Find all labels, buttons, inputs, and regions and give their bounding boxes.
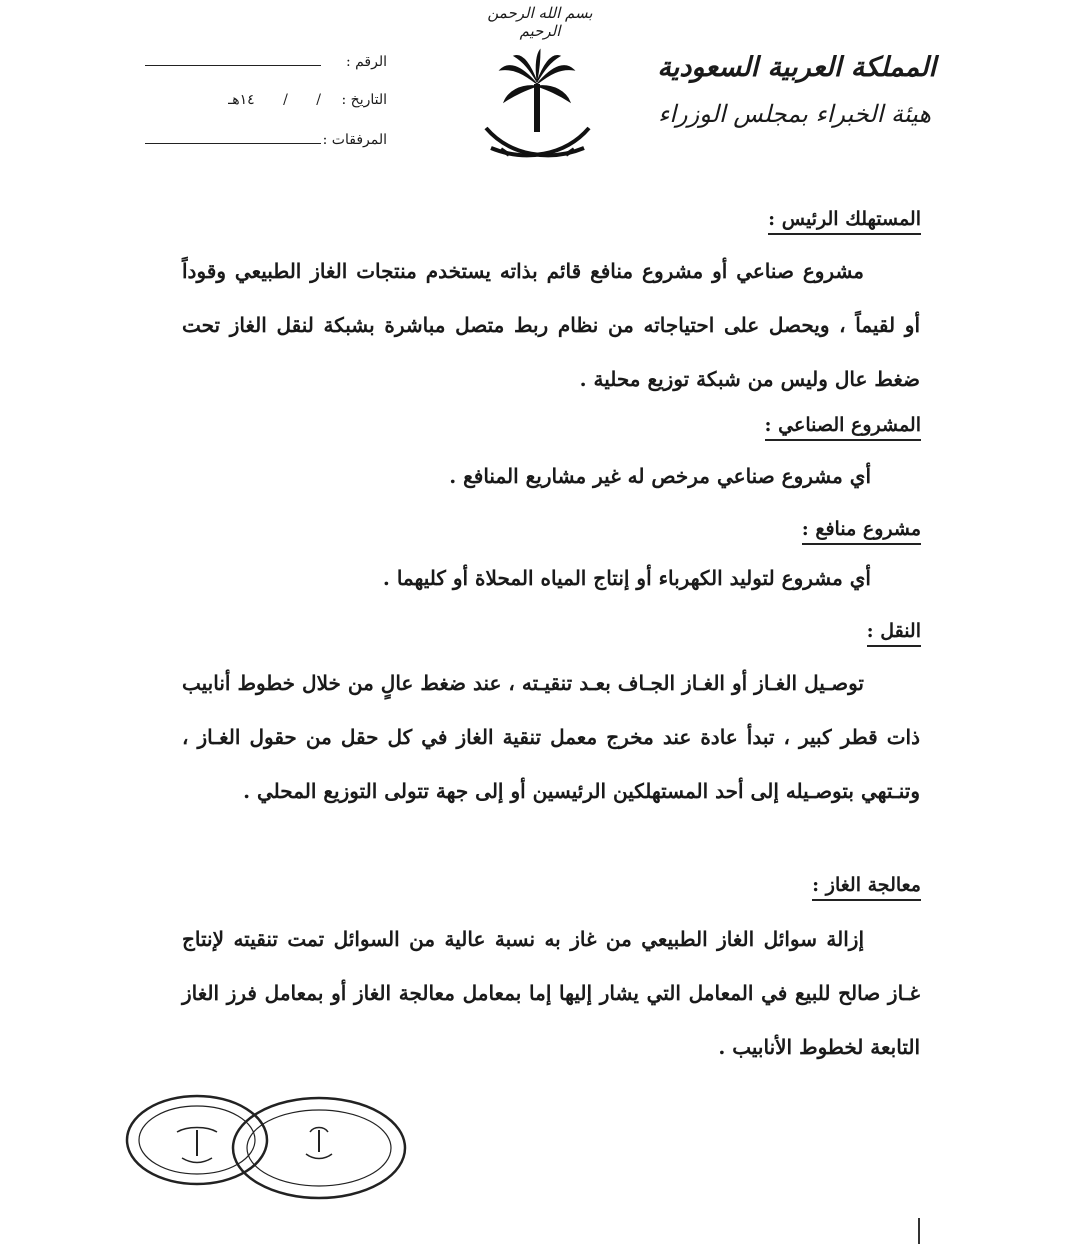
paragraph-utility-project: أي مشروع لتوليد الكهرباء أو إنتاج المياه المحلاة أو كليهما . [382, 566, 871, 590]
attachments-label: المرفقات : [322, 132, 387, 148]
heading-industrial-project: المشروع الصناعي : [765, 414, 921, 441]
reference-field [145, 54, 387, 76]
date-field [145, 92, 387, 114]
heading-transport: النقل : [867, 620, 921, 647]
paragraph-main-consumer: مشروع صناعي أو مشروع منافع قائم بذاته يستخدم منتجات الغاز الطبيعي وقوداً أو لقيماً ، ويحصل على احتياجاته من نظام ربط متصل مباشرة بشبكة لنقل الغاز تحت ضغط عال وليس من شبكة توزيع محلية . [182, 259, 920, 391]
authority-title: هيئة الخبراء بمجلس الوزراء [658, 100, 931, 128]
heading-gas-processing: معالجة الغاز : [812, 874, 921, 901]
paragraph-industrial-project: أي مشروع صناعي مرخص له غير مشاريع المنافع . [449, 464, 871, 488]
page-edge-mark [918, 1218, 923, 1244]
basmala: بسم الله الرحمن الرحيم [487, 4, 593, 40]
kingdom-title: المملكة العربية السعودية [657, 52, 936, 83]
attachments-line [145, 143, 321, 144]
saudi-emblem-icon [480, 44, 595, 172]
attachments-field [145, 132, 387, 154]
paragraph-gas-processing: إزالة سوائل الغاز الطبيعي من غاز به نسبة عالية من السوائل تمت تنقيته لإنتاج غـاز صالح للبيع في المعامل التي يشار إليها إما بمعامل معالجة الغاز أو بمعامل فرز الغاز التابعة لخطوط الأنابيب . [182, 927, 920, 1059]
paragraph-transport: توصـيل الغـاز أو الغـاز الجـاف بعـد تنقيـته ، عند ضغط عالٍ من خلال خطوط أنابيب ذات قطر كبير ، تبدأ عادة عند مخرج معمل تنقية الغاز في كل حقل من حقول الغـاز ، وتنـتهي بتوصـيله إلى أحد المستهلكين الرئيسين أو إلى جهة تتولى التوزيع المحلي . [182, 671, 920, 803]
date-value: / / ١٤هـ [228, 92, 321, 108]
official-seal-right [228, 1092, 410, 1204]
reference-line [145, 65, 321, 66]
heading-utility-project: مشروع منافع : [802, 518, 921, 545]
date-label: التاريخ : [341, 92, 387, 108]
heading-main-consumer: المستهلك الرئيس : [768, 208, 921, 235]
reference-label: الرقم : [345, 54, 387, 70]
